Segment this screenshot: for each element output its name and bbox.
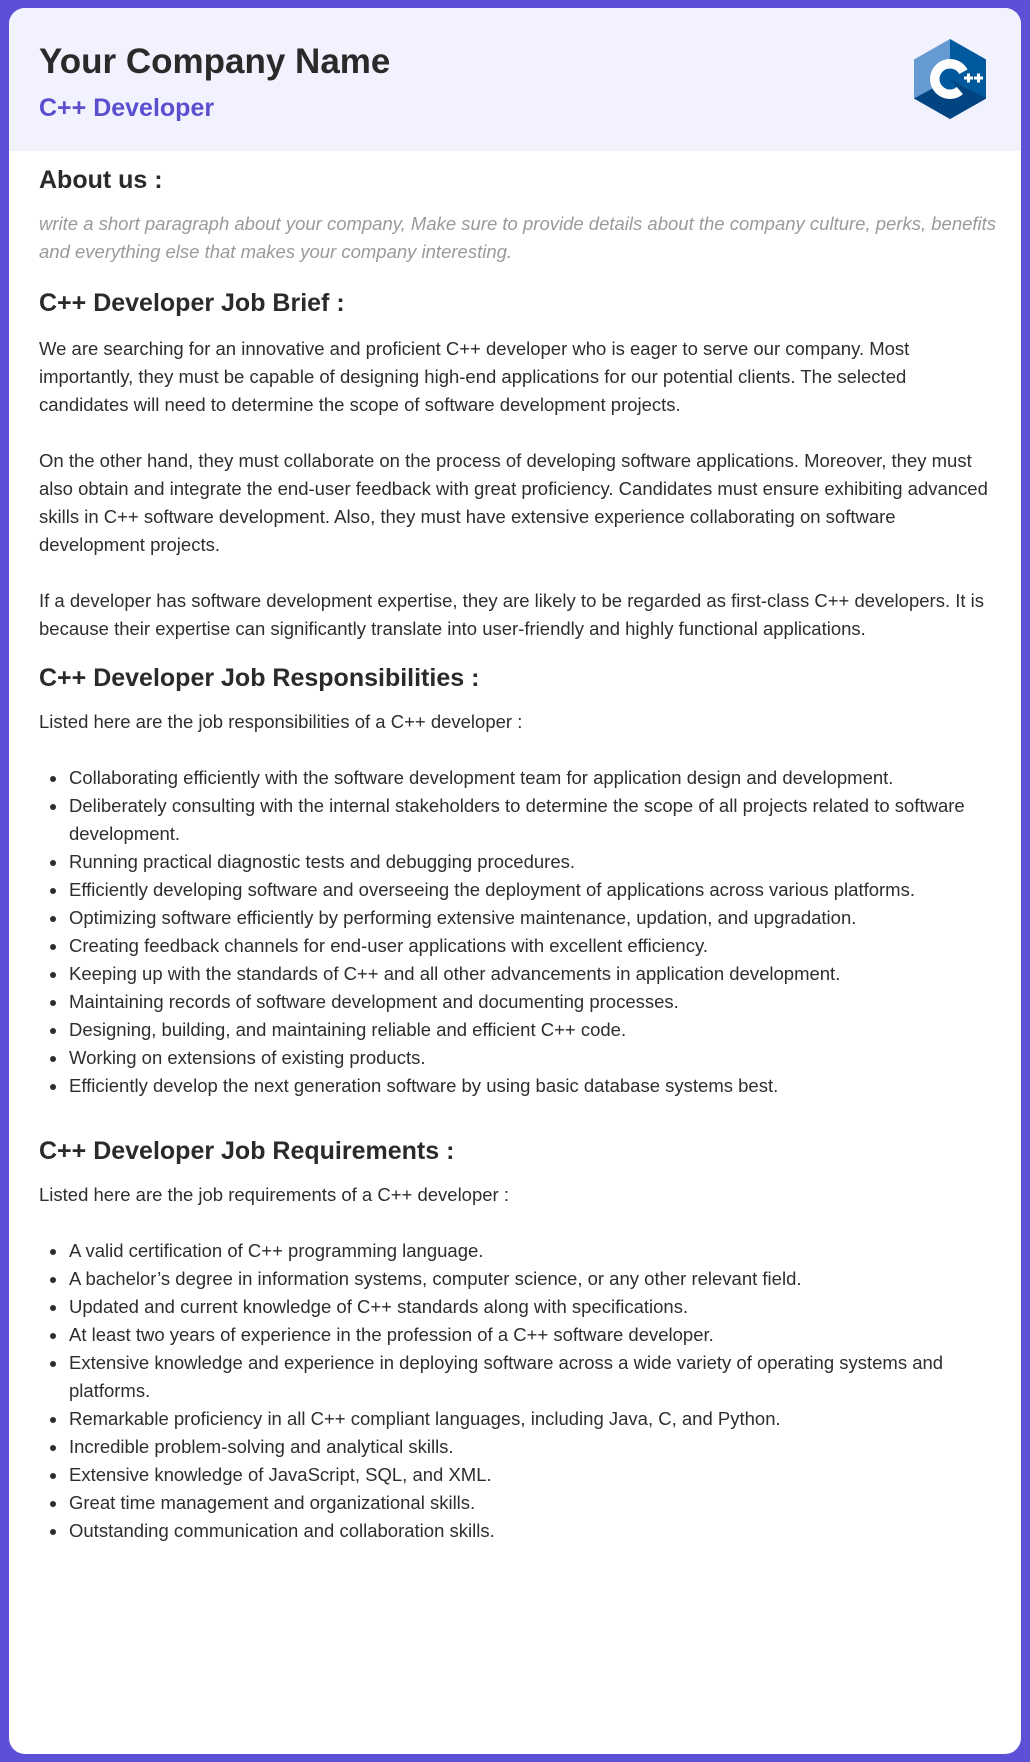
about-text: write a short paragraph about your company, Make sure to provide details about the company culture, perks, benefits and everything else that makes your company interesting. <box>39 213 997 262</box>
brief-paragraph-1: We are searching for an innovative and proficient C++ developer who is eager to serve our company. Most importantly, they must be capable of designing high-end applications for our potential clients. The selected candidates will need to determine the scope of software development projects. <box>39 338 910 415</box>
list-item: Designing, building, and maintaining reliable and efficient C++ code. <box>69 1016 1021 1044</box>
list-item: At least two years of experience in the profession of a C++ software developer. <box>69 1321 1021 1349</box>
list-item: A bachelor’s degree in information systems, computer science, or any other relevant field. <box>69 1265 1021 1293</box>
list-item: Efficiently develop the next generation software by using basic database systems best. <box>69 1072 1021 1100</box>
list-item: Keeping up with the standards of C++ and all other advancements in application development. <box>69 960 1021 988</box>
company-name: Your Company Name <box>39 42 391 81</box>
requirements-list <box>39 1237 1021 1545</box>
list-item: Great time management and organizational skills. <box>69 1489 1021 1517</box>
job-description-card <box>9 8 1021 1754</box>
brief-paragraph-2: On the other hand, they must collaborate on the process of developing software applications. Moreover, they must also obtain and integrate the end-user feedback with great proficiency. Candidates must ensure exhibiting advanced skills in C++ software development. Also, they must have extensive experience collaborating on software development projects. <box>39 450 988 555</box>
requirements-heading: C++ Developer Job Requirements : <box>39 1137 455 1165</box>
list-item: Extensive knowledge of JavaScript, SQL, and XML. <box>69 1461 1021 1489</box>
requirements-intro: Listed here are the job requirements of a C++ developer : <box>39 1184 509 1205</box>
list-item: Running practical diagnostic tests and debugging procedures. <box>69 848 1021 876</box>
list-item: Collaborating efficiently with the software development team for application design and development. <box>69 764 1021 792</box>
list-item: Outstanding communication and collaboration skills. <box>69 1517 1021 1545</box>
list-item: Optimizing software efficiently by performing extensive maintenance, updation, and upgradation. <box>69 904 1021 932</box>
brief-paragraph-3: If a developer has software development expertise, they are likely to be regarded as first-class C++ developers. It is because their expertise can significantly translate into user-friendly and highly functional applications. <box>39 590 985 639</box>
about-heading: About us : <box>39 166 163 194</box>
list-item: Updated and current knowledge of C++ standards along with specifications. <box>69 1293 1021 1321</box>
list-item: Creating feedback channels for end-user applications with excellent efficiency. <box>69 932 1021 960</box>
list-item: Efficiently developing software and overseeing the deployment of applications across various platforms. <box>69 876 1021 904</box>
list-item: Extensive knowledge and experience in deploying software across a wide variety of operating systems and platforms. <box>69 1349 1021 1405</box>
job-title: C++ Developer <box>39 94 215 122</box>
header <box>9 8 1021 151</box>
responsibilities-intro: Listed here are the job responsibilities of a C++ developer : <box>39 711 523 732</box>
list-item: Remarkable proficiency in all C++ compliant languages, including Java, C, and Python. <box>69 1405 1021 1433</box>
list-item: A valid certification of C++ programming language. <box>69 1237 1021 1265</box>
cpp-logo-icon <box>913 38 987 120</box>
list-item: Deliberately consulting with the internal stakeholders to determine the scope of all projects related to software development. <box>69 792 1021 848</box>
brief-heading: C++ Developer Job Brief : <box>39 289 345 317</box>
list-item: Working on extensions of existing products. <box>69 1044 1021 1072</box>
list-item: Maintaining records of software development and documenting processes. <box>69 988 1021 1016</box>
responsibilities-list <box>39 764 1021 1100</box>
responsibilities-heading: C++ Developer Job Responsibilities : <box>39 664 480 692</box>
list-item: Incredible problem-solving and analytical skills. <box>69 1433 1021 1461</box>
